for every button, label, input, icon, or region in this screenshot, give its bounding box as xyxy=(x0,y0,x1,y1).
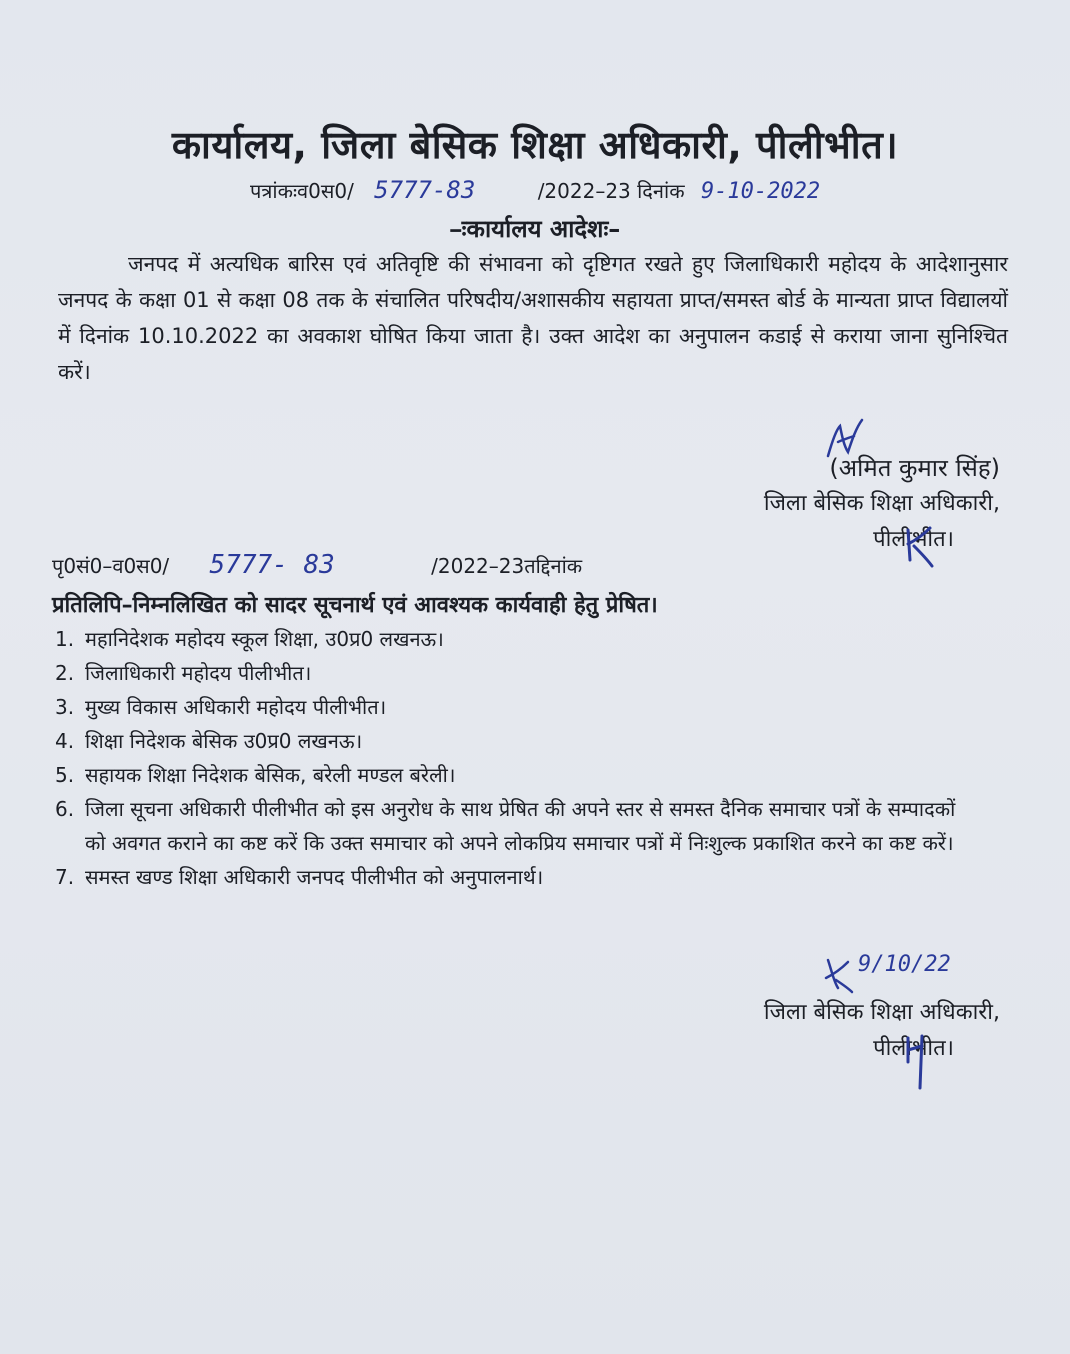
officer-place: पीलीभीत। xyxy=(873,527,954,552)
order-subheading: –ःकार्यालय आदेशः– xyxy=(449,215,621,243)
letter-reference xyxy=(250,176,820,204)
officer-designation-2: जिला बेसिक शिक्षा अधिकारी, xyxy=(763,1000,1000,1025)
copy-reference xyxy=(52,550,582,580)
copy-heading: प्रतिलिपि–निम्नलिखित को सादर सूचनार्थ एवं आवश्यक कार्यवाही हेतु प्रेषित। xyxy=(52,593,658,618)
initial-scribble-1 xyxy=(900,520,940,570)
copy-ref-prefix: पृ0सं0–व0स0/ xyxy=(52,554,170,578)
ref-number-handwritten: 5777-83 xyxy=(374,176,476,204)
ref-year: /2022–23 दिनांक xyxy=(537,179,685,203)
list-item: 1. महानिदेशक महोदय स्कूल शिक्षा, उ0प्र0 लखनऊ। xyxy=(55,627,444,651)
list-item: 7. समस्त खण्ड शिक्षा अधिकारी जनपद पीलीभीत को अनुपालनार्थ। xyxy=(55,865,544,889)
office-title: कार्यालय, जिला बेसिक शिक्षा अधिकारी, पीलीभीत। xyxy=(171,123,899,167)
handwritten-date-2: 9/10/22 xyxy=(858,952,951,977)
ref-prefix: पत्रांकःव0स0/ xyxy=(250,179,354,203)
officer-place-2: पीलीभीत। xyxy=(873,1036,954,1061)
list-item: 2. जिलाधिकारी महोदय पीलीभीत। xyxy=(55,661,312,685)
ref-date-handwritten: 9-10-2022 xyxy=(700,179,821,204)
officer-designation: जिला बेसिक शिक्षा अधिकारी, xyxy=(763,491,1000,516)
list-item: 5. सहायक शिक्षा निदेशक बेसिक, बरेली मण्डल बरेली। xyxy=(55,763,456,787)
copy-ref-number-handwritten: 5777- 83 xyxy=(209,550,335,580)
initial-scribble-2 xyxy=(900,1032,930,1092)
list-item: 4. शिक्षा निदेशक बेसिक उ0प्र0 लखनऊ। xyxy=(55,729,363,753)
officer-name: (अमित कुमार सिंह) xyxy=(829,454,1000,482)
signature-block-1 xyxy=(764,450,1000,558)
list-item: 6. जिला सूचना अधिकारी पीलीभीत को इस अनुरोध के साथ प्रेषित की अपने स्तर से समस्त दैनिक समाचार पत्रों के सम्पादकों को अवगत कराने का कष्ट करें कि उक्त समाचार को अपने लोकप्रिय समाचार पत्रों में निःशुल्क प्रकाशित करने का कष्ट करें। xyxy=(55,797,956,855)
copy-ref-year: /2022–23तद्दिनांक xyxy=(431,554,583,578)
list-item: 3. मुख्य विकास अधिकारी महोदय पीलीभीत। xyxy=(55,695,387,719)
order-paragraph: जनपद में अत्यधिक बारिस एवं अतिवृष्टि की संभावना को दृष्टिगत रखते हुए जिलाधिकारी महोदय के आदेशानुसार जनपद के कक्षा 01 से कक्षा 08 तक के संचालित परिषदीय/अशासकीय सहायता प्राप्त/समस्त बोर्ड के मान्यता प्राप्त विद्यालयों में दिनांक 10.10.2022 का अवकाश घोषित किया जाता है। उक्त आदेश का अनुपालन कडाई से कराया जाना सुनिश्चित करें। xyxy=(58,252,1008,384)
signature-block-2 xyxy=(764,995,1000,1067)
recipient-list xyxy=(55,622,1005,894)
